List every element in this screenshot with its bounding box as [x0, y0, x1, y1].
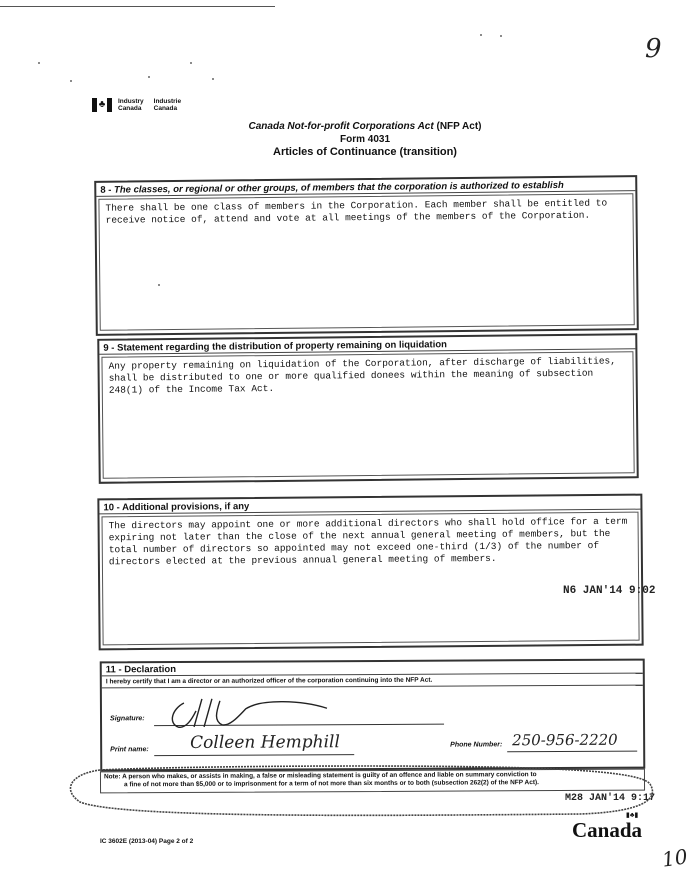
print-name-line: [154, 754, 354, 756]
phone-number-line: [507, 751, 637, 753]
signature-label: Signature:: [109, 715, 145, 723]
section-9-heading: 9 - Statement regarding the distribution of property remaining on liquidation: [99, 335, 635, 355]
second-date-stamp: M28 JAN'14 9:17: [565, 793, 656, 804]
handwritten-page-number-top: 9: [645, 34, 662, 64]
note-text-line1: A person who makes, or assists in making, a false or misleading statement is guilty of an offence and liable on summary conviction to: [122, 771, 537, 781]
government-signature: [92, 98, 181, 112]
section-8-heading: 8 - The classes, or regional or other groups, of members that the corporation is authorized to establish: [96, 177, 635, 197]
form-code: IC 3602E (2013-04) Page 2 of 2: [100, 838, 194, 845]
form-title: Articles of Continuance (transition): [273, 146, 457, 158]
section-11-declaration: [100, 659, 646, 772]
note-text-line2: a fine of not more than $5,000 or to imprisonment for a term of not more than six months or to both (subsection 262(2) of the NFP Act).: [123, 779, 539, 789]
print-name-label: Print name:: [110, 746, 149, 754]
section-9-field: [101, 351, 634, 479]
declaration-certify-text: I hereby certify that I am a director or an authorized officer of the corporation continuing into the NFP Act.: [102, 674, 643, 689]
form-title-block: [200, 120, 530, 159]
phone-number-label: Phone Number:: [450, 741, 503, 749]
section-8-content: There shall be one class of members in the Corporation. Each member shall be entitled to receive notice of, attend and vote at all meetings of the members of the Corporation.: [105, 197, 608, 226]
declaration-heading: 11 - Declaration: [102, 661, 643, 677]
section-10-heading: 10 - Additional provisions, if any: [99, 496, 640, 515]
section-10-field: [102, 512, 640, 646]
handwritten-signature: [162, 694, 332, 735]
note-label: Note:: [103, 773, 121, 781]
hand-drawn-oval: [60, 760, 660, 820]
department-name-fr: Industrie Canada: [153, 98, 182, 112]
canada-flag-icon: ♣: [92, 98, 112, 112]
section-10-content: The directors may appoint one or more additional directors who shall hold office for a term expiring not later than the close of the next annual general meeting of members, but the total number of directors so appointed may not exceed one-third (1/3) of the number of directors elected at the previous annual general meeting of members.: [108, 515, 628, 568]
section-8-field: [98, 193, 634, 331]
top-rule: [0, 6, 275, 7]
form-number: Form 4031: [339, 134, 391, 145]
section-8: [94, 175, 639, 336]
handwritten-print-name: Colleen Hemphill: [190, 732, 340, 753]
canada-wordmark: Canada ▮♣▮: [572, 811, 643, 842]
section-10: [97, 494, 643, 651]
handwritten-page-number-bottom: 10: [660, 844, 689, 872]
section-9: [97, 333, 638, 484]
act-title: Canada Not-for-profit Corporations Act (NFP Act): [248, 121, 482, 132]
wordmark-flag-icon: ▮♣▮: [626, 811, 639, 819]
received-date-stamp: N6 JAN'14 9:02: [563, 585, 656, 597]
section-9-content: Any property remaining on liquidation of the Corporation, after discharge of liabilities, shall be distributed to one or more qualified donees within the meaning of subsection 248(1) of the Income Tax Act.: [108, 355, 616, 396]
handwritten-phone-number: 250-956-2220: [512, 730, 618, 750]
department-name-en: Industry Canada: [118, 98, 144, 112]
